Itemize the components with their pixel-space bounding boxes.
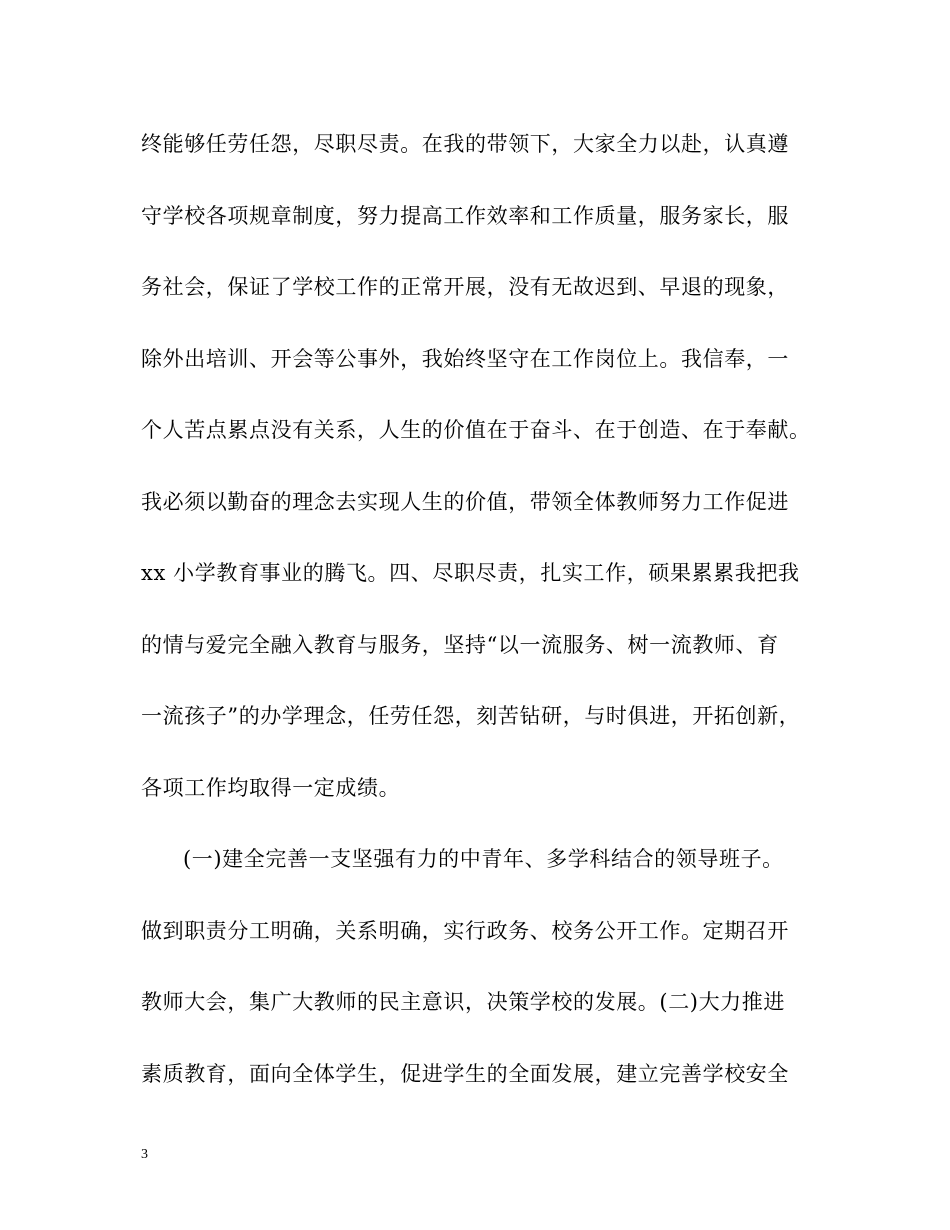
body-text-line: 除外出培训、开会等公事外，我始终坚守在工作岗位上。我信奉，一 [141, 347, 789, 371]
body-text-line: 务社会，保证了学校工作的正常开展，没有无故迟到、早退的现象， [141, 275, 789, 299]
body-text-line: 素质教育，面向全体学生，促进学生的全面发展，建立完善学校安全 [141, 1062, 789, 1086]
body-text-line: xx 小学教育事业的腾飞。四、尽职尽责，扎实工作，硕果累累我把我 [141, 561, 800, 585]
body-text-line: 终能够任劳任怨，尽职尽责。在我的带领下，大家全力以赴，认真遵 [141, 132, 789, 156]
page-number: 3 [141, 1147, 148, 1162]
body-text-line: 一流孩子”的办学理念，任劳任怨，刻苦钻研，与时俱进，开拓创新， [141, 704, 801, 728]
body-text-line: 守学校各项规章制度，努力提高工作效率和工作质量，服务家长，服 [141, 204, 789, 228]
body-text-line: 做到职责分工明确，关系明确，实行政务、校务公开工作。定期召开 [141, 919, 789, 943]
body-text-line: 的情与爱完全融入教育与服务，坚持“以一流服务、树一流教师、育 [141, 633, 779, 657]
body-text-line: 我必须以勤奋的理念去实现人生的价值，带领全体教师努力工作促进 [141, 490, 789, 514]
body-text-line: 教师大会，集广大教师的民主意识，决策学校的发展。(二)大力推进 [141, 990, 785, 1014]
body-text-line: 个人苦点累点没有关系，人生的价值在于奋斗、在于创造、在于奉献。 [141, 418, 811, 442]
body-text-line-indented: (一)建全完善一支坚强有力的中青年、多学科结合的领导班子。 [183, 847, 784, 871]
body-text-line: 各项工作均取得一定成绩。 [141, 776, 401, 800]
